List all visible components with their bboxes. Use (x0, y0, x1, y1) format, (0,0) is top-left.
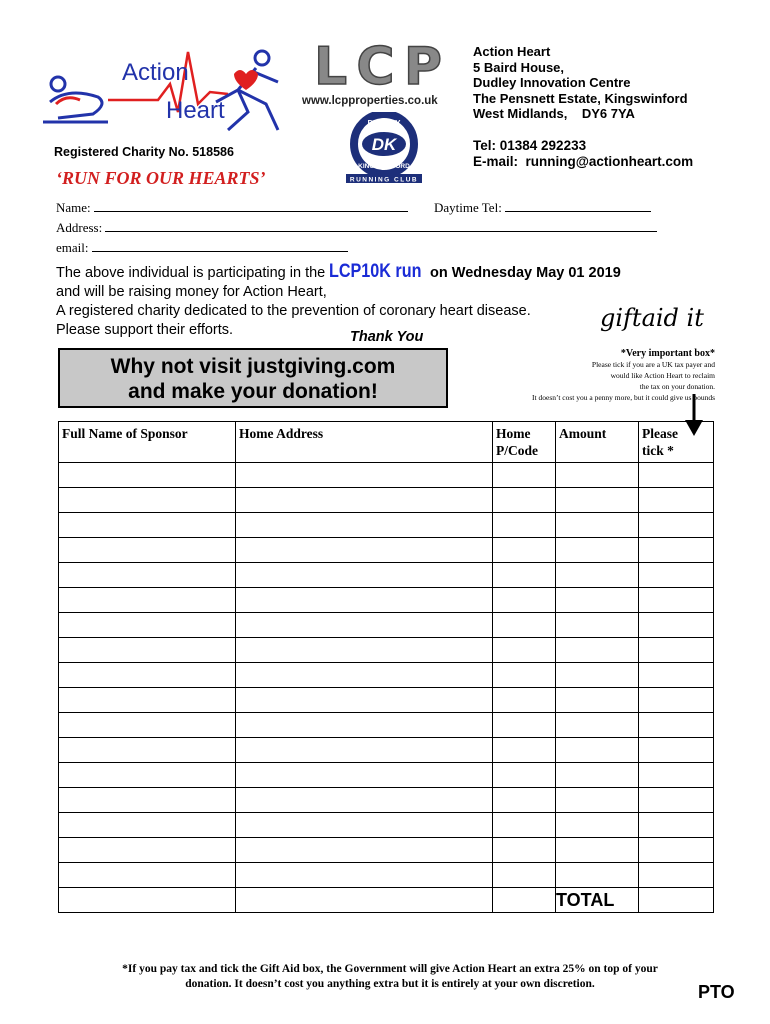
action-heart-logo-top: Action (122, 59, 189, 86)
cell-postcode[interactable] (493, 563, 556, 588)
name-line[interactable] (94, 199, 408, 212)
cell-home-address[interactable] (236, 538, 493, 563)
table-header-row (59, 422, 714, 463)
cell-home-address[interactable] (236, 463, 493, 488)
cell-sponsor-name[interactable] (59, 838, 236, 863)
address-line: The Pensnett Estate, Kingswinford (473, 90, 688, 106)
cell-home-address[interactable] (236, 638, 493, 663)
cell-sponsor-name[interactable] (59, 588, 236, 613)
cell-gift-aid-tick[interactable] (639, 788, 714, 813)
table-row (59, 863, 714, 888)
cell-gift-aid-tick[interactable] (639, 738, 714, 763)
cell-home-address[interactable] (236, 738, 493, 763)
cell-amount[interactable] (556, 838, 639, 863)
col-header-name: Full Name of Sponsor (59, 422, 236, 463)
action-heart-logo (38, 42, 288, 137)
table-row (59, 538, 714, 563)
total-row-cell (493, 888, 556, 913)
cell-amount[interactable] (556, 638, 639, 663)
cell-amount[interactable] (556, 738, 639, 763)
intro-paragraph (56, 261, 621, 345)
very-important-line: would like Action Heart to reclaim (610, 371, 715, 380)
email-field-row (56, 239, 348, 256)
table-row (59, 813, 714, 838)
cell-amount[interactable] (556, 463, 639, 488)
slogan: ‘RUN FOR OUR HEARTS’ (56, 168, 266, 188)
cell-home-address[interactable] (236, 838, 493, 863)
total-label: TOTAL (556, 888, 639, 913)
cell-gift-aid-tick[interactable] (639, 488, 714, 513)
cell-postcode[interactable] (493, 638, 556, 663)
telephone: Tel: 01384 292233 (473, 138, 587, 153)
cell-gift-aid-tick[interactable] (639, 638, 714, 663)
intro-line-4: Please support their efforts. (56, 322, 234, 338)
cell-sponsor-name[interactable] (59, 713, 236, 738)
justgiving-line-2: and make your donation! (128, 380, 378, 403)
sponsor-table (58, 421, 714, 913)
address-label: Address: (56, 220, 103, 235)
cell-amount[interactable] (556, 713, 639, 738)
col-header-tick: Please tick * (639, 422, 714, 463)
cell-home-address[interactable] (236, 863, 493, 888)
table-row (59, 763, 714, 788)
pto-label: PTO (698, 982, 735, 1002)
address-line[interactable] (105, 219, 657, 232)
cell-gift-aid-tick[interactable] (639, 813, 714, 838)
table-row (59, 588, 714, 613)
cell-gift-aid-tick[interactable] (639, 663, 714, 688)
dk-bottom-text: RUNNING CLUB (349, 176, 419, 184)
footnote-line-1: *If you pay tax and tick the Gift Aid box, the Government will give Action Heart an extra 25% on top of your (122, 963, 658, 975)
charity-number: Registered Charity No. 518586 (54, 145, 234, 159)
col-header-amount: Amount (556, 422, 639, 463)
daytime-field-row (434, 199, 651, 216)
cell-sponsor-name[interactable] (59, 563, 236, 588)
cell-home-address[interactable] (236, 488, 493, 513)
cell-postcode[interactable] (493, 863, 556, 888)
cell-postcode[interactable] (493, 663, 556, 688)
email-line[interactable] (92, 239, 348, 252)
dk-side-text: KINGSWINFORD (358, 163, 410, 170)
cell-amount[interactable] (556, 763, 639, 788)
justgiving-line-1: Why not visit justgiving.com (110, 355, 396, 378)
total-row-cell (236, 888, 493, 913)
cell-sponsor-name[interactable] (59, 488, 236, 513)
table-row (59, 638, 714, 663)
intro-prefix: The above individual is participating in the (56, 265, 326, 281)
cell-sponsor-name[interactable] (59, 638, 236, 663)
daytime-tel-line[interactable] (505, 199, 651, 212)
giftaid-logo: giftaid it (600, 304, 704, 332)
cell-postcode[interactable] (493, 513, 556, 538)
cell-gift-aid-tick[interactable] (639, 463, 714, 488)
dk-top-text: DUDLEY (367, 119, 401, 128)
cell-amount[interactable] (556, 538, 639, 563)
action-heart-logo-bottom: Heart (166, 97, 225, 124)
name-label: Name: (56, 200, 91, 215)
cell-postcode[interactable] (493, 813, 556, 838)
name-field-row (56, 199, 408, 216)
dk-running-club-logo (338, 112, 430, 184)
email-address: E-mail: running@actionheart.com (473, 154, 694, 169)
table-row (59, 563, 714, 588)
cell-amount[interactable] (556, 688, 639, 713)
cell-sponsor-name[interactable] (59, 463, 236, 488)
total-row-cell[interactable] (639, 888, 714, 913)
cell-postcode[interactable] (493, 538, 556, 563)
event-date: on Wednesday May 01 2019 (430, 265, 621, 281)
lcp-url: www.lcpproperties.co.uk (302, 95, 438, 107)
address-line: Action Heart (473, 44, 551, 59)
very-important-line: It doesn’t cost you a penny more, but it could give us pounds (532, 393, 715, 402)
col-header-postcode: Home P/Code (493, 422, 556, 463)
footnote-line-2: donation. It doesn’t cost you anything extra but it is entirely at your own discretion. (185, 978, 595, 990)
cell-amount[interactable] (556, 588, 639, 613)
cell-gift-aid-tick[interactable] (639, 513, 714, 538)
cell-postcode[interactable] (493, 763, 556, 788)
cell-home-address[interactable] (236, 563, 493, 588)
cell-postcode[interactable] (493, 738, 556, 763)
cell-gift-aid-tick[interactable] (639, 538, 714, 563)
very-important-line: Please tick if you are a UK tax payer and (591, 360, 715, 369)
cell-home-address[interactable] (236, 713, 493, 738)
address-field-row (56, 219, 657, 236)
address-line: West Midlands, DY6 7YA (473, 106, 635, 121)
cell-home-address[interactable] (236, 513, 493, 538)
cell-postcode[interactable] (493, 838, 556, 863)
cell-gift-aid-tick[interactable] (639, 763, 714, 788)
cell-home-address[interactable] (236, 688, 493, 713)
table-row (59, 838, 714, 863)
table-row (59, 688, 714, 713)
cell-home-address[interactable] (236, 788, 493, 813)
cell-sponsor-name[interactable] (59, 663, 236, 688)
cell-postcode[interactable] (493, 488, 556, 513)
total-row (59, 888, 714, 913)
cell-gift-aid-tick[interactable] (639, 688, 714, 713)
cell-amount[interactable] (556, 613, 639, 638)
cell-amount[interactable] (556, 788, 639, 813)
cell-postcode[interactable] (493, 688, 556, 713)
very-important-title: *Very important box* (620, 348, 715, 359)
dk-mid-text: DK (371, 135, 397, 154)
charity-address (473, 44, 688, 122)
lcp-logo-text: LCP (314, 38, 442, 97)
cell-gift-aid-tick[interactable] (639, 588, 714, 613)
daytime-tel-label: Daytime Tel: (434, 200, 502, 215)
cell-amount[interactable] (556, 663, 639, 688)
total-row-cell (59, 888, 236, 913)
cell-gift-aid-tick[interactable] (639, 613, 714, 638)
intro-line-3: A registered charity dedicated to the prevention of coronary heart disease. (56, 303, 531, 319)
cell-sponsor-name[interactable] (59, 788, 236, 813)
cell-sponsor-name[interactable] (59, 613, 236, 638)
cell-home-address[interactable] (236, 813, 493, 838)
thank-you: Thank You (350, 329, 424, 345)
cell-amount[interactable] (556, 563, 639, 588)
cell-amount[interactable] (556, 513, 639, 538)
address-line: 5 Baird House, (473, 59, 565, 75)
very-important-line: the tax on your donation. (639, 382, 715, 391)
very-important-box (470, 348, 715, 403)
contact-details (473, 138, 693, 170)
cell-sponsor-name[interactable] (59, 513, 236, 538)
table-row (59, 788, 714, 813)
cell-postcode[interactable] (493, 463, 556, 488)
cell-sponsor-name[interactable] (59, 738, 236, 763)
cell-postcode[interactable] (493, 588, 556, 613)
cell-gift-aid-tick[interactable] (639, 838, 714, 863)
col-header-address: Home Address (236, 422, 493, 463)
cell-home-address[interactable] (236, 588, 493, 613)
table-row (59, 513, 714, 538)
cell-amount[interactable] (556, 863, 639, 888)
email-label: email: (56, 240, 89, 255)
table-row (59, 663, 714, 688)
intro-line-2: and will be raising money for Action Heart, (56, 284, 327, 300)
cell-sponsor-name[interactable] (59, 813, 236, 838)
cell-sponsor-name[interactable] (59, 763, 236, 788)
cell-gift-aid-tick[interactable] (639, 563, 714, 588)
cell-amount[interactable] (556, 488, 639, 513)
cell-gift-aid-tick[interactable] (639, 713, 714, 738)
cell-postcode[interactable] (493, 788, 556, 813)
justgiving-banner (58, 348, 448, 408)
cell-amount[interactable] (556, 813, 639, 838)
table-row (59, 713, 714, 738)
cell-home-address[interactable] (236, 613, 493, 638)
table-row (59, 463, 714, 488)
cell-sponsor-name[interactable] (59, 538, 236, 563)
cell-home-address[interactable] (236, 763, 493, 788)
cell-postcode[interactable] (493, 613, 556, 638)
cell-sponsor-name[interactable] (59, 688, 236, 713)
cell-gift-aid-tick[interactable] (639, 863, 714, 888)
table-row (59, 613, 714, 638)
cell-sponsor-name[interactable] (59, 863, 236, 888)
address-line: Dudley Innovation Centre (473, 75, 631, 90)
cell-postcode[interactable] (493, 713, 556, 738)
cell-home-address[interactable] (236, 663, 493, 688)
table-row (59, 738, 714, 763)
table-row (59, 488, 714, 513)
event-name: LCP10K run (329, 261, 422, 282)
lcp-logo (300, 38, 450, 110)
gift-aid-footnote (60, 962, 720, 992)
